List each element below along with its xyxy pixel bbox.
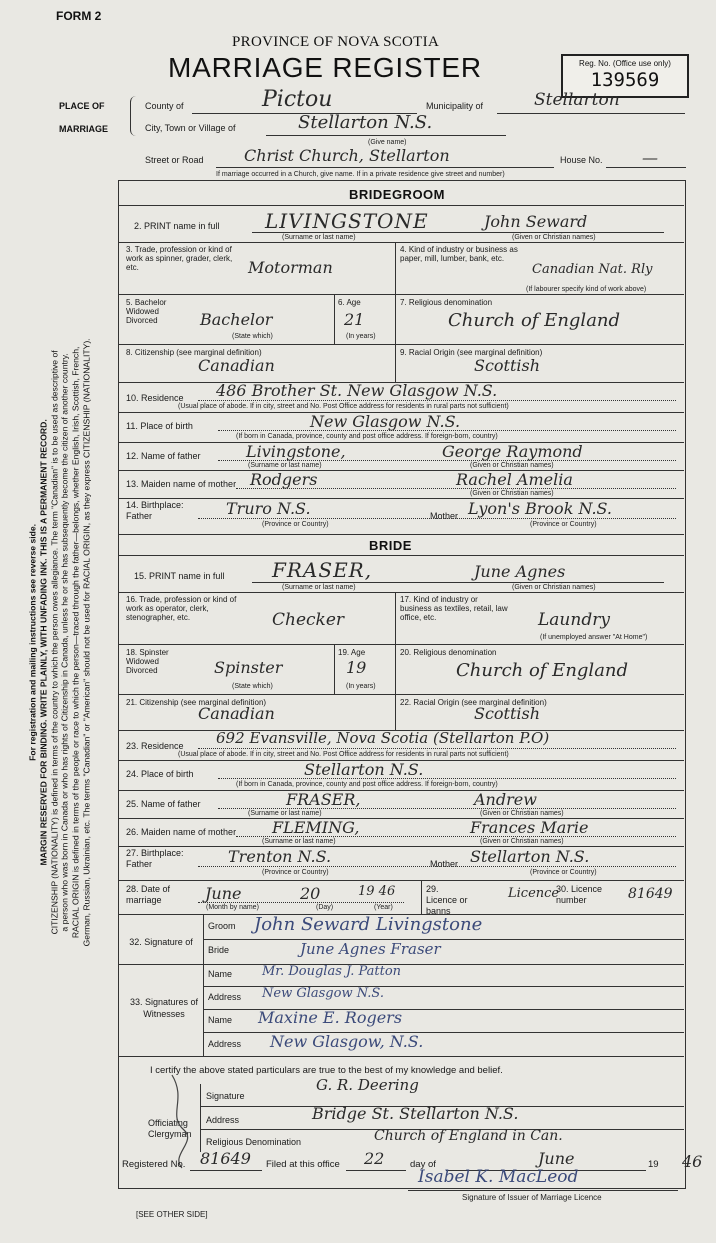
county-label: County of <box>145 101 184 111</box>
groom-status-label: 5. Bachelor Widowed Divorced <box>126 298 167 325</box>
groom-trade: Motorman <box>248 258 333 277</box>
reg-number-label: Reg. No. (Office use only) <box>579 59 671 68</box>
licence-banns-label: 29. Licence or banns <box>426 884 468 916</box>
groom-father-surname-hint: (Surname or last name) <box>248 462 322 469</box>
bride-birthplace-label: 24. Place of birth <box>126 769 194 779</box>
groom-father-given-hint: (Given or Christian names) <box>470 462 554 469</box>
witness1-name: Mr. Douglas J. Patton <box>262 964 402 979</box>
bride-racial: Scottish <box>474 704 541 723</box>
house-label: House No. <box>560 155 603 165</box>
groom-residence: 486 Brother St. New Glasgow N.S. <box>216 381 498 400</box>
groom-surname: LIVINGSTONE <box>265 209 429 233</box>
groom-industry-label: 4. Kind of industry or business as paper, mill, lumber, bank, etc. <box>400 245 518 263</box>
bride-father-birthplace-label: 27. Birthplace: Father <box>126 848 184 869</box>
bride-signature: June Agnes Fraser <box>300 940 441 958</box>
groom-religion-label: 7. Religious denomination <box>400 298 493 307</box>
place-note: If marriage occurred in a Church, give name. If in a private residence give street and number) <box>216 171 505 178</box>
street-label: Street or Road <box>145 155 204 165</box>
bride-residence-hint: (Usual place of abode. If in city, street and No. Post Office address for residents in rural parts not sufficient) <box>178 751 509 758</box>
city-label: City, Town or Village of <box>145 123 236 133</box>
groom-citizenship: Canadian <box>198 356 275 375</box>
groom-age: 21 <box>344 310 365 329</box>
bride-mother-province-hint: (Province or Country) <box>530 869 597 876</box>
month-hint: (Month by name) <box>206 904 259 911</box>
groom-sig-label: Groom <box>208 921 236 931</box>
city-value: Stellarton N.S. <box>298 112 433 133</box>
certify-text: I certify the above stated particulars are true to the best of my knowledge and belief. <box>150 1065 503 1076</box>
bride-surname: FRASER, <box>272 558 373 582</box>
groom-father-given: George Raymond <box>442 442 583 461</box>
see-other-side: [SEE OTHER SIDE] <box>136 1210 208 1219</box>
issuer-signature: Isabel K. MacLeod <box>418 1167 579 1187</box>
margin-line-3: CITIZENSHIP (NATIONALITY) is defined in terms of the country to which the person owes allegiance. The term "Canadian" is to be used as descriptive of <box>49 350 60 935</box>
province-heading: PROVINCE OF NOVA SCOTIA <box>232 34 440 50</box>
bride-mother-birthplace: Stellarton N.S. <box>470 847 590 866</box>
groom-religion: Church of England <box>448 310 621 331</box>
filed-month: June <box>538 1149 575 1168</box>
bride-trade-label: 16. Trade, profession or kind of work as operator, clerk, stenographer, etc. <box>126 595 237 622</box>
groom-name-label: 2. PRINT name in full <box>134 221 220 231</box>
bride-citizenship: Canadian <box>198 704 275 723</box>
registered-no: 81649 <box>200 1149 251 1168</box>
groom-citizenship-label: 8. Citizenship (see marginal definition) <box>126 348 262 357</box>
bride-religion: Church of England <box>456 660 629 681</box>
bride-heading: BRIDE <box>369 538 412 553</box>
groom-residence-label: 10. Residence <box>126 393 184 403</box>
groom-surname-hint: (Surname or last name) <box>282 234 356 241</box>
house-value: — <box>642 148 658 167</box>
groom-industry-hint: (If labourer specify kind of work above) <box>526 286 647 293</box>
bride-birthplace-hint: (If born in Canada, province, county and post office address. If foreign-born, country) <box>236 781 498 788</box>
bride-age-label: 19. Age <box>338 648 366 657</box>
groom-mother-surname: Rodgers <box>250 470 318 489</box>
licence-number-label: 30. Licence number <box>556 884 603 905</box>
bride-citizenship-label: 21. Citizenship (see marginal definition) <box>126 698 267 707</box>
groom-birthplace-hint: (If born in Canada, province, county and post office address. If foreign-born, country) <box>236 433 498 440</box>
bride-given-hint: (Given or Christian names) <box>512 584 596 591</box>
bride-mother-label: 26. Maiden name of mother <box>126 827 237 837</box>
bride-birthplace: Stellarton N.S. <box>304 760 424 779</box>
filed-day: 22 <box>364 1149 385 1168</box>
issuer-label: Signature of Issuer of Marriage Licence <box>462 1193 602 1202</box>
witness2-name-label: Name <box>208 1015 233 1025</box>
clergyman-initials: G. R. Deering <box>316 1076 419 1094</box>
witness1-address: New Glasgow N.S. <box>262 986 384 1001</box>
bride-racial-label: 22. Racial Origin (see marginal definition) <box>400 698 547 707</box>
margin-line-2: MARGIN RESERVED FOR BINDING. WRITE PLAINLY, WITH UNFADING INK. THIS IS A PERMANENT RECORD. <box>38 419 49 866</box>
witness1-address-label: Address <box>208 992 242 1002</box>
bride-trade: Checker <box>272 610 345 630</box>
groom-mother-province-hint: (Province or Country) <box>530 521 597 528</box>
bride-status: Spinster <box>214 658 283 677</box>
bridegroom-heading: BRIDEGROOM <box>349 187 445 202</box>
clergy-address-label: Address <box>206 1115 240 1125</box>
groom-signature: John Seward Livingstone <box>254 914 483 935</box>
groom-mother-birthplace: Lyon's Brook N.S. <box>468 499 613 518</box>
witness2-name: Maxine E. Rogers <box>258 1008 403 1027</box>
groom-father-birthplace: Truro N.S. <box>226 499 311 518</box>
bride-mother-surname: FLEMING, <box>272 818 360 837</box>
clergy-address: Bridge St. Stellarton N.S. <box>312 1104 519 1123</box>
bride-father-label: 25. Name of father <box>126 799 201 809</box>
bride-father-given-hint: (Given or Christian names) <box>480 810 564 817</box>
groom-status-hint: (State which) <box>232 333 273 340</box>
groom-mother-given-hint: (Given or Christian names) <box>470 490 554 497</box>
groom-father-province-hint: (Province or Country) <box>262 521 329 528</box>
groom-birthplace: New Glasgow N.S. <box>310 412 461 431</box>
groom-age-hint: (In years) <box>346 333 376 340</box>
municipality-label: Municipality of <box>426 101 484 111</box>
marriage-month: June <box>205 884 242 903</box>
year-prefix: 19 <box>648 1159 659 1170</box>
page-title: MARRIAGE REGISTER <box>168 52 482 83</box>
groom-mother-label: 13. Maiden name of mother <box>126 479 237 489</box>
bride-status-hint: (State which) <box>232 683 273 690</box>
groom-father-birthplace-label: 14. Birthplace: Father <box>126 500 184 521</box>
county-value: Pictou <box>262 87 333 112</box>
form-number: FORM 2 <box>56 9 102 23</box>
year-hint: (Year) <box>374 904 393 911</box>
bride-residence: 692 Evansville, Nova Scotia (Stellarton P.O) <box>216 729 550 747</box>
bride-religion-label: 20. Religious denomination <box>400 648 497 657</box>
bride-mother-given-hint: (Given or Christian names) <box>480 838 564 845</box>
filed-label: Filed at this office <box>266 1159 340 1170</box>
marriage-label: MARRIAGE <box>59 124 108 134</box>
street-value: Christ Church, Stellarton <box>244 146 450 165</box>
bride-status-label: 18. Spinster Widowed Divorced <box>126 648 169 675</box>
groom-racial: Scottish <box>474 356 541 375</box>
bride-sig-label: Bride <box>208 945 230 955</box>
groom-given: John Seward <box>484 212 588 231</box>
witness2-address-label: Address <box>208 1039 242 1049</box>
place-brace <box>130 96 137 136</box>
bride-father-surname: FRASER, <box>286 790 361 809</box>
clergy-flourish <box>162 1070 202 1170</box>
marriage-date-label: 28. Date of marriage <box>126 884 171 905</box>
bride-father-birthplace: Trenton N.S. <box>228 847 332 866</box>
margin-instructions <box>28 142 93 1142</box>
clergy-signature-label: Signature <box>206 1091 245 1101</box>
margin-line-1: For registration and mailing instructions see reverse side. <box>27 523 38 761</box>
day-of-label: day of <box>410 1159 436 1170</box>
groom-racial-label: 9. Racial Origin (see marginal definition) <box>400 348 543 357</box>
give-name-hint: (Give name) <box>368 139 407 146</box>
groom-father-label: 12. Name of father <box>126 451 201 461</box>
filed-year: 46 <box>682 1152 703 1171</box>
bride-surname-hint: (Surname or last name) <box>282 584 356 591</box>
groom-given-hint: (Given or Christian names) <box>512 234 596 241</box>
municipality-value: Stellarton <box>534 90 620 110</box>
bride-mother-birthplace-label: Mother <box>430 859 459 869</box>
place-of-label: PLACE OF <box>59 101 105 111</box>
groom-trade-label: 3. Trade, profession or kind of work as spinner, grader, clerk, etc. <box>126 245 233 272</box>
bride-residence-label: 23. Residence <box>126 741 184 751</box>
bride-industry-label: 17. Kind of industry or business as textiles, retail, law office, etc. <box>400 595 508 622</box>
bride-name-label: 15. PRINT name in full <box>134 571 225 581</box>
reg-number-value: 139569 <box>590 69 660 91</box>
bride-father-province-hint: (Province or Country) <box>262 869 329 876</box>
clergy-denomination-label: Religious Denomination <box>206 1137 302 1147</box>
registered-label: Registered No. <box>122 1159 186 1170</box>
groom-father-surname: Livingstone, <box>246 442 346 461</box>
margin-line-4: a person who was born in Canada or who has rights of Citizenship in Canada, unless he or she has subsequently become the citizen of another country. <box>60 353 70 932</box>
margin-line-5: RACIAL ORIGIN is defined in terms of the people or race to which the person—traced through the father—belongs, whether English, Irish, Scottish, French, <box>70 346 81 939</box>
bride-age-hint: (In years) <box>346 683 376 690</box>
bride-given: June Agnes <box>474 562 566 581</box>
bride-father-surname-hint: (Surname or last name) <box>248 810 322 817</box>
groom-industry: Canadian Nat. Rly <box>532 262 653 277</box>
groom-age-label: 6. Age <box>338 298 361 307</box>
margin-line-6: German, Russian, Ukrainian, etc. The terms "Canadian" or "American" should not be used for RACIAL ORIGIN, as they express CITIZENSHIP (NATIONALITY). <box>81 338 92 947</box>
bride-father-given: Andrew <box>474 790 537 809</box>
witness2-address: New Glasgow, N.S. <box>270 1032 424 1051</box>
groom-mother-birthplace-label: Mother <box>430 511 459 521</box>
witness1-name-label: Name <box>208 969 233 979</box>
clergy-denomination: Church of England in Can. <box>374 1128 563 1144</box>
groom-status: Bachelor <box>200 310 273 329</box>
groom-birthplace-label: 11. Place of birth <box>126 421 193 431</box>
marriage-day: 20 <box>300 884 321 903</box>
marriage-year: 19 46 <box>358 884 396 899</box>
groom-mother-given: Rachel Amelia <box>456 470 573 489</box>
bride-industry: Laundry <box>538 610 610 630</box>
witnesses-label: 33. Signatures of Witnesses <box>129 997 199 1019</box>
officiating-label: Officiating Clergyman <box>148 1118 192 1139</box>
bride-industry-hint: (If unemployed answer "At Home") <box>540 634 648 641</box>
bride-mother-surname-hint: (Surname or last name) <box>262 838 336 845</box>
licence-or-banns: Licence <box>508 886 560 901</box>
licence-number: 81649 <box>628 886 673 902</box>
bride-mother-given: Frances Marie <box>470 818 589 837</box>
bride-age: 19 <box>346 658 367 677</box>
day-hint: (Day) <box>316 904 334 911</box>
groom-residence-hint: (Usual place of abode. If in city, street and No. Post Office address for residents in rural parts not sufficient) <box>178 403 509 410</box>
signature-of-label: 32. Signature of <box>129 937 193 947</box>
